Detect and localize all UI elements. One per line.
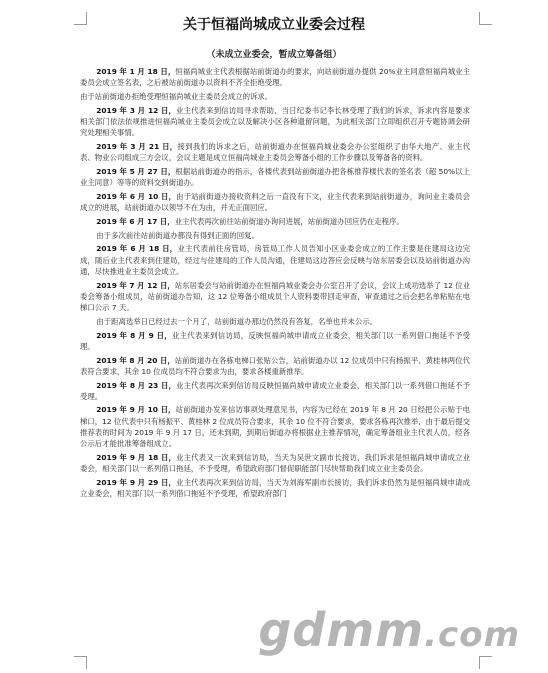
paragraph-text: 业主代表再次前往站前街道办询问进展，站前街道办回应仍在走程序。 bbox=[174, 216, 404, 226]
paragraph bbox=[80, 230, 470, 241]
paragraph-text: 业主代表又一次来到信访局，当天为吴世文副市长接访，我们诉求是恒福尚城申请成立业委会，相关部门以一系列借口拖延，不予受理，希望政府部门督促职能部门尽快帮助我们成立业主委员会。 bbox=[80, 453, 470, 474]
paragraph-date: 2019 年 1 月 18 日， bbox=[96, 67, 176, 76]
paragraph bbox=[80, 105, 470, 139]
paragraph-text: 站前街道办在各栋电梯口张贴公告，站前街道办以 12 位成员中只有杨振平、黄桂林两位代表符合要求，其余 10 位成员均不符合要求为由，要求各楼重新推举。 bbox=[80, 355, 470, 376]
paragraph-text: 根据站前街道办的指示，各楼代表到站前街道办把各栋推荐楼代表的签名表（超 50%以上业主同意）等等的资料交到街道办。 bbox=[80, 166, 470, 188]
paragraph-text: 业主代表再次来到信访局，当天为刘海军副市长接访，我们诉求仍然为是恒福尚城申请成立业委会，相关部门以一系列借口拖延不予受理，希望政府部门 bbox=[80, 478, 470, 499]
paragraph-text: 接到我们的诉求之后，站前街道办在恒福尚城业委会办公室组织了由华大地产、业主代表、物业公司组成三方会议，会议主题是成立恒福尚城业主委员会筹备小组的工作步骤以及筹备各的资料。 bbox=[80, 141, 470, 163]
site-watermark: gdmm.com bbox=[258, 603, 520, 657]
paragraph-date: 2019 年 9 月 29 日， bbox=[96, 478, 177, 488]
paragraph-date: 2019 年 5 月 27 日， bbox=[96, 166, 176, 176]
paragraph-text: 站东居委会与站前街道办在恒福尚城业委会办公室召开了会议，会议上成功选举了 12 位业委会筹备小组成员，站前街道办告知，这 12 位筹备小组成员个人资料要带回走审查，审查通过之后会把名单粘贴在电梯口公示 7 天。 bbox=[80, 280, 470, 313]
paragraph bbox=[80, 66, 470, 89]
paragraph bbox=[80, 452, 470, 475]
paragraph-text: 由于站前街道办拒绝受理恒福尚城业主委员会成立的诉求。 bbox=[80, 91, 273, 101]
paragraph bbox=[80, 243, 470, 277]
paragraph-text: 站前街道办发来信访事项处理意见书，内容为已经在 2019 年 8 月 20 日经把公示贴于电梯口，12 位代表中只有杨振平、黄桂林 2 位成员符合要求，其余 10 位不符合要求，要求各栋再次推举，由于最后提交推荐表的时间为 2019 年 9 月 17 日，还未到期，到期后街道办将根据业主推荐情况，确定筹备组业主代表人员，经各公示后才能批准筹备组成立。 bbox=[80, 405, 471, 449]
document-body bbox=[80, 66, 470, 502]
paragraph-date: 2019 年 6 月 17 日， bbox=[96, 216, 175, 226]
paragraph-date: 2019 年 6 月 10 日， bbox=[96, 191, 177, 201]
paragraph-date: 2019 年 3 月 21 日， bbox=[96, 141, 178, 151]
document-title: 关于恒福尚城成立业委会过程 bbox=[183, 17, 365, 33]
paragraph-text: 业主代表前往房管局，房管局工作人员告知小区业委会成立的工作主要是住建局这边完成，随后业主代表来到住建局，经过与住建局的工作人员沟通，住建局这边答应会反映与站东居委会以及站前街道办沟通，尽快推进业主委员会成立。 bbox=[80, 244, 470, 276]
paragraph-date: 2019 年 9 月 10 日， bbox=[96, 405, 176, 415]
paragraph bbox=[80, 477, 470, 500]
paragraph-date: 2019 年 8 月 20 日， bbox=[96, 355, 175, 365]
paragraph-date: 2019 年 7 月 12 日， bbox=[96, 280, 175, 290]
paragraph-text: 恒福尚城业主代表根据站前街道办的要求，向站前街道办提供 20%业主同意恒福尚城业主委员会成立签名表，之后被站前街道办以资料不齐全拒绝受理。 bbox=[80, 67, 470, 88]
paragraph-date: 2019 年 3 月 12 日， bbox=[96, 105, 177, 115]
paragraph-date: 2019 年 9 月 18 日， bbox=[96, 453, 177, 463]
paragraph-date: 2019 年 6 月 18 日， bbox=[96, 244, 178, 254]
paragraph bbox=[80, 355, 470, 378]
paragraph bbox=[80, 141, 470, 164]
paragraph-text: 业主代表再次来到信访局反映恒福尚城申请成立业委会，相关部门以一系列借口拖延不予受理。 bbox=[80, 380, 470, 401]
paragraph-text: 由于多次前往站前街道办都没有得到正面的回复。 bbox=[96, 230, 259, 240]
paragraph bbox=[80, 330, 470, 353]
paragraph-text: 业主代表来到信访局寻求帮助，当日纪委书记李长林受理了我们的诉求，诉求内容是要求相关部门依法依规推进恒福尚城业主委员会成立以及解决小区各种遗留问题，为此相关部门立即组织召开专题协调会研究处理相关事情。 bbox=[80, 105, 470, 138]
document-subtitle: （未成立业委会，暂成立筹备组） bbox=[206, 50, 342, 60]
crop-mark-bottom-left bbox=[74, 656, 87, 669]
paragraph-date: 2019 年 8 月 9 日， bbox=[96, 330, 172, 340]
paragraph-text: 业主代表来到信访局，反映恒福尚城申请成立业委会，相关部门以一系列借口拖延不予受理。 bbox=[80, 330, 470, 351]
paragraph bbox=[80, 191, 470, 214]
paragraph bbox=[80, 316, 470, 327]
paragraph bbox=[80, 280, 470, 314]
paragraph-text: 由于站前街道办接收资料之后一直没有下文，业主代表来到站前街道办，询问业主委员会成立的进展，站前街道办以领导不在为由，并无正面回应。 bbox=[80, 191, 470, 213]
paragraph bbox=[80, 404, 470, 449]
paragraph bbox=[80, 91, 470, 102]
paragraph-date: 2019 年 8 月 23 日， bbox=[96, 380, 177, 390]
crop-mark-bottom-right bbox=[479, 656, 492, 669]
paragraph bbox=[80, 216, 470, 227]
paragraph bbox=[80, 380, 470, 403]
paragraph bbox=[80, 166, 470, 189]
paragraph-text: 由于距离选举日已经过去一个月了，站前街道办那边仍然没有答复，名单也并未公示。 bbox=[96, 316, 378, 326]
